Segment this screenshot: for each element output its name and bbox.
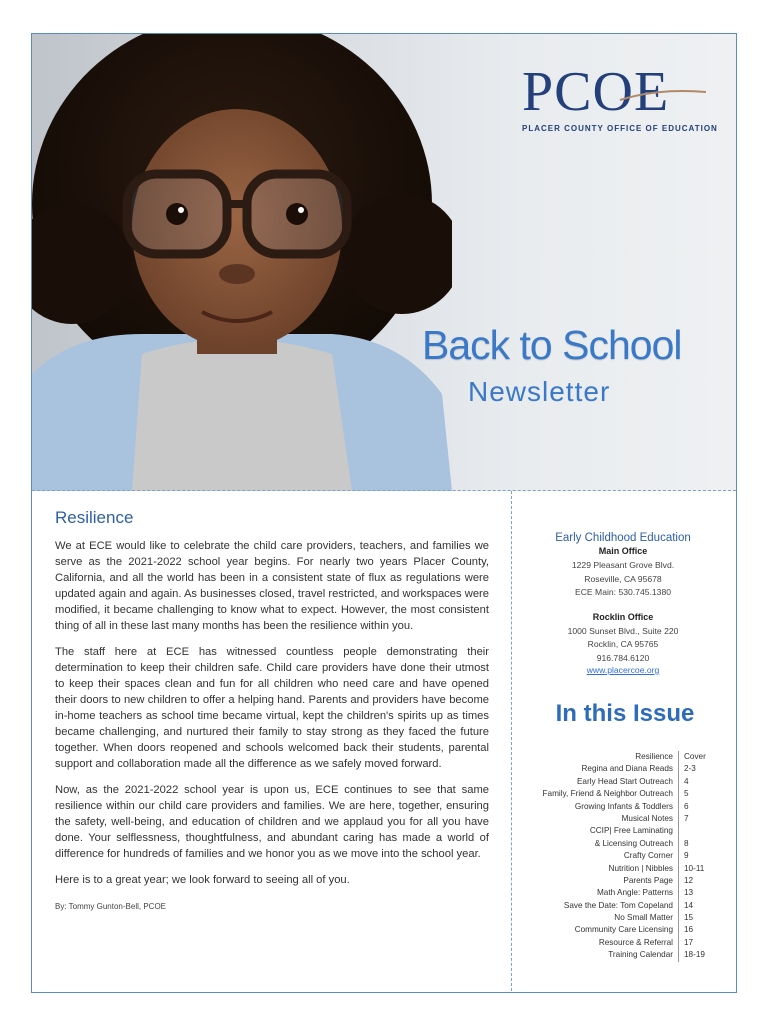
contact-title: Early Childhood Education [555, 532, 691, 544]
toc-page: Cover [678, 751, 728, 763]
toc-page: 13 [678, 887, 728, 899]
toc-label: Early Head Start Outreach [576, 776, 673, 786]
article-paragraph: We at ECE would like to celebrate the child care providers, teachers, and families we serve as the 2021-2022 school year begins. For nearly two years Placer County, California, and all the world has been in a consistent state of flux as regulations were updated again and again. As businesses closed, travel restricted, and workspaces were modified, it became challenging to know what to expect. However, the most consistent thing of all in these last many months has been the resilience within you. [55, 540, 489, 632]
toc-label: Math Angle: Patterns [596, 888, 673, 898]
toc-label: Growing Infants & Toddlers [574, 801, 673, 811]
newsletter-title: Back to School [422, 322, 682, 368]
logo-mark: PCOE [522, 61, 670, 123]
toc-page: 15 [678, 912, 728, 924]
logo-subtitle: PLACER COUNTY OFFICE OF EDUCATION [522, 124, 718, 133]
toc-label: Resource & Referral [598, 937, 673, 947]
toc-row [528, 924, 728, 936]
child-photo [32, 34, 452, 491]
toc-page: 14 [678, 900, 728, 912]
logo-swoosh-icon [618, 86, 708, 106]
toc-page: 7 [678, 813, 728, 825]
toc-row [528, 900, 728, 912]
toc-row [528, 751, 728, 763]
in-this-issue-title: In this Issue [555, 700, 695, 727]
rocklin-office-label: Rocklin Office [592, 611, 654, 622]
toc-label: Training Calendar [608, 950, 673, 960]
article-paragraph: The staff here at ECE has witnessed countless people demonstrating their determination to keep their children safe. Child care providers have done their utmost to keep their spaces clean and fun for all children who need care and have opened their doors to new children to offer a helping hand. Parents and providers have become in-home teachers as school time became virtual, kept the children's spirits up as times became challenging, and nurtured their family to stay strong as they faced the future together. When doors reopened and schools welcomed back their students, parental support and collaboration made all the difference as we safely moved forward. [55, 646, 489, 770]
table-of-contents [528, 751, 728, 962]
toc-page: 2-3 [678, 763, 728, 775]
pcoe-logo [522, 61, 718, 133]
rocklin-office-phone: 916.784.6120 [596, 652, 650, 663]
toc-page: 6 [678, 801, 728, 813]
article-paragraph: Now, as the 2021-2022 school year is upon us, ECE continues to see that same resilience within our child care providers and families. We are here, together, ensuring the safety, well-being, and education of children and we applaud you for all you have done. Your selflessness, thoughtfulness, and abundant caring has made a world of difference for hundreds of families and we honor you as we move into the school year. [55, 784, 489, 860]
toc-label: Resilience [635, 752, 673, 761]
contact-info [528, 532, 718, 675]
column-divider [511, 491, 512, 991]
toc-label: Parents Page [623, 875, 673, 885]
toc-row [528, 838, 728, 850]
toc-label: Regina and Diana Reads [581, 764, 673, 774]
toc-label: & Licensing Outreach [594, 838, 673, 848]
toc-page: 10-11 [678, 863, 728, 875]
toc-page: 16 [678, 924, 728, 936]
toc-page [678, 825, 728, 837]
article-byline: By: Tommy Gunton-Bell, PCOE [55, 902, 166, 911]
section-divider [32, 490, 736, 491]
toc-label: Community Care Licensing [574, 925, 673, 935]
website-link[interactable]: www.placercoe.org [586, 665, 660, 675]
toc-row [528, 825, 728, 837]
toc-label: Family, Friend & Neighbor Outreach [542, 789, 673, 799]
toc-label: Nutrition | Nibbles [608, 863, 673, 873]
toc-page: 4 [678, 776, 728, 788]
toc-row [528, 776, 728, 788]
article-paragraph: Here is to a great year; we look forward to seeing all of you. [55, 874, 350, 886]
hero-banner [32, 34, 736, 491]
toc-label: Crafty Corner [623, 851, 673, 861]
toc-row [528, 912, 728, 924]
rocklin-office-address1: 1000 Sunset Blvd., Suite 220 [567, 625, 679, 636]
resilience-article [55, 508, 489, 911]
toc-row [528, 863, 728, 875]
toc-page: 5 [678, 788, 728, 800]
toc-row [528, 937, 728, 949]
toc-row [528, 788, 728, 800]
newsletter-subtitle: Newsletter [468, 376, 611, 407]
toc-row [528, 813, 728, 825]
main-office-address1: 1229 Pleasant Grove Blvd. [571, 560, 675, 570]
toc-page: 9 [678, 850, 728, 862]
toc-row [528, 875, 728, 887]
toc-label: No Small Matter [614, 913, 673, 923]
main-office-address2: Roseville, CA 95678 [584, 573, 662, 584]
toc-page: 18-19 [678, 949, 728, 961]
toc-page: 8 [678, 838, 728, 850]
toc-page: 17 [678, 937, 728, 949]
rocklin-office-address2: Rocklin, CA 95765 [587, 639, 659, 649]
toc-row [528, 801, 728, 813]
main-office-label: Main Office [598, 546, 648, 556]
toc-label: CCIP| Free Laminating [589, 826, 673, 836]
toc-row [528, 887, 728, 899]
toc-row [528, 949, 728, 961]
toc-page: 12 [678, 875, 728, 887]
toc-label: Save the Date: Tom Copeland [563, 900, 673, 910]
main-office-phone: ECE Main: 530.745.1380 [574, 587, 672, 597]
toc-row [528, 763, 728, 775]
article-heading: Resilience [55, 508, 134, 527]
toc-row [528, 850, 728, 862]
toc-label: Musical Notes [621, 813, 673, 823]
